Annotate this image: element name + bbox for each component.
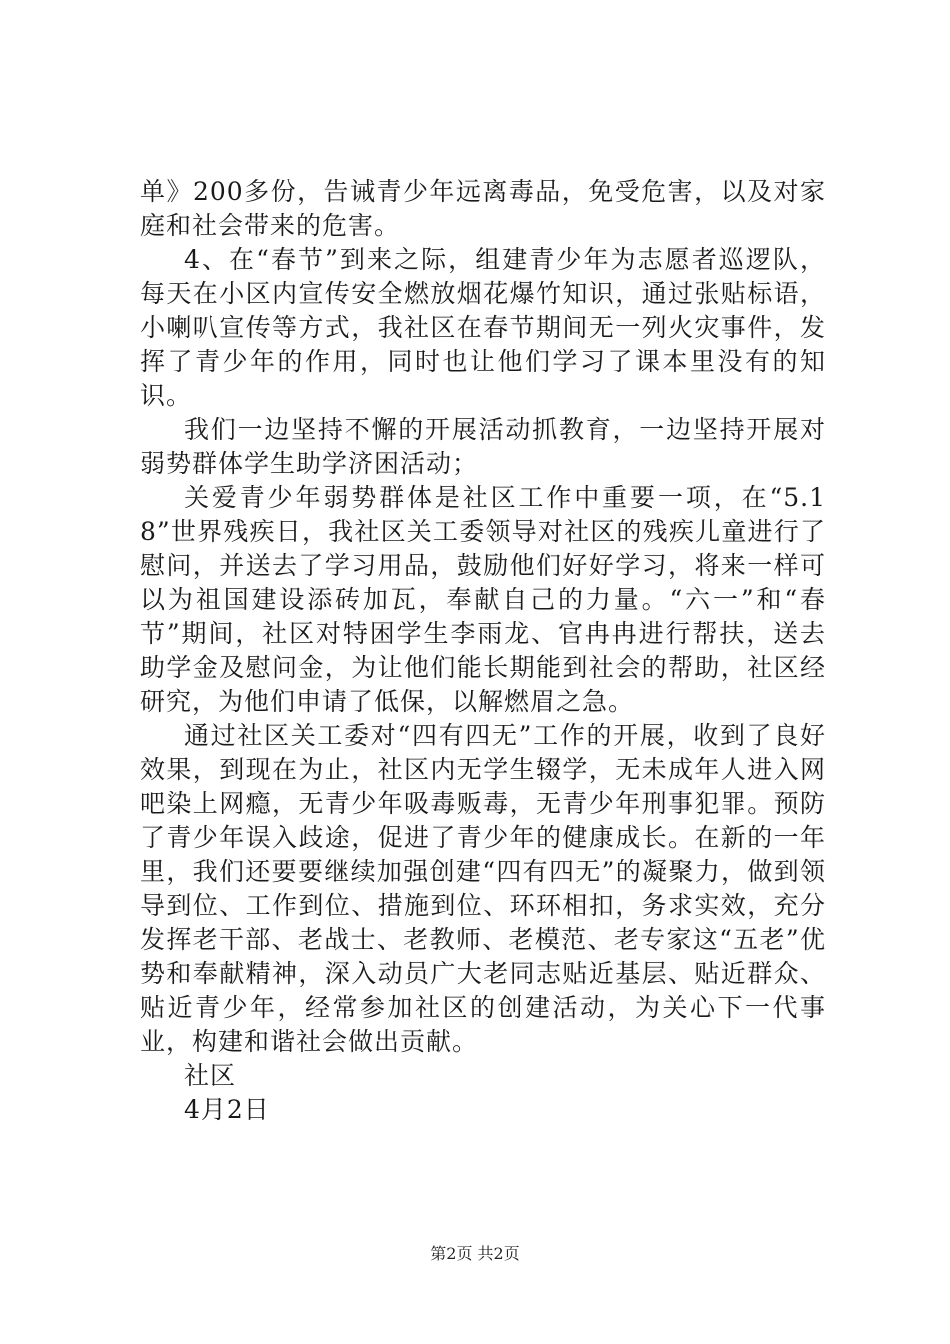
paragraph-summary: 通过社区关工委对“四有四无”工作的开展，收到了良好效果，到现在为止，社区内无学生辍学，无未成年人进入网吧染上网瘾，无青少年吸毒贩毒，无青少年刑事犯罪。预防了青少年误入歧途，促进了青少年的健康成长。在新的一年里，我们还要要继续加强创建“四有四无”的凝聚力，做到领导到位、工作到位、措施到位、环环相扣，务求实效，充分发挥老干部、老战士、老教师、老模范、老专家这“五老”优势和奉献精神，深入动员广大老同志贴近基层、贴近群众、贴近青少年，经常参加社区的创建活动，为关心下一代事业，构建和谐社会做出贡献。 <box>140 721 826 1056</box>
signature-organization: 社区 <box>184 1061 237 1090</box>
paragraph-continuation: 单》200多份，告诫青少年远离毒品，免受危害，以及对家庭和社会带来的危害。 <box>140 177 826 240</box>
paragraph-care-for-vulnerable: 关爱青少年弱势群体是社区工作中重要一项，在“5.18”世界残疾日，我社区关工委领导对社区的残疾儿童进行了慰问，并送去了学习用品，鼓励他们好好学习，将来一样可以为祖国建设添砖加瓦，奉献自己的力量。“六一”和“春节”期间，社区对特困学生李雨龙、官冉冉进行帮扶，送去助学金及慰问金，为让他们能长期能到社会的帮助，社区经研究，为他们申请了低保，以解燃眉之急。 <box>140 483 826 716</box>
page-number-footer: 第2页 共2页 <box>430 1244 520 1263</box>
paragraph-education-and-aid: 我们一边坚持不懈的开展活动抓教育，一边坚持开展对弱势群体学生助学济困活动； <box>140 415 826 478</box>
signature-date: 4月2日 <box>184 1095 270 1124</box>
document-body <box>140 175 826 1127</box>
paragraph-spring-festival-patrol: 4、在“春节”到来之际，组建青少年为志愿者巡逻队，每天在小区内宣传安全燃放烟花爆竹知识，通过张贴标语，小喇叭宣传等方式，我社区在春节期间无一列火灾事件，发挥了青少年的作用，同时也让他们学习了课本里没有的知识。 <box>140 245 826 410</box>
